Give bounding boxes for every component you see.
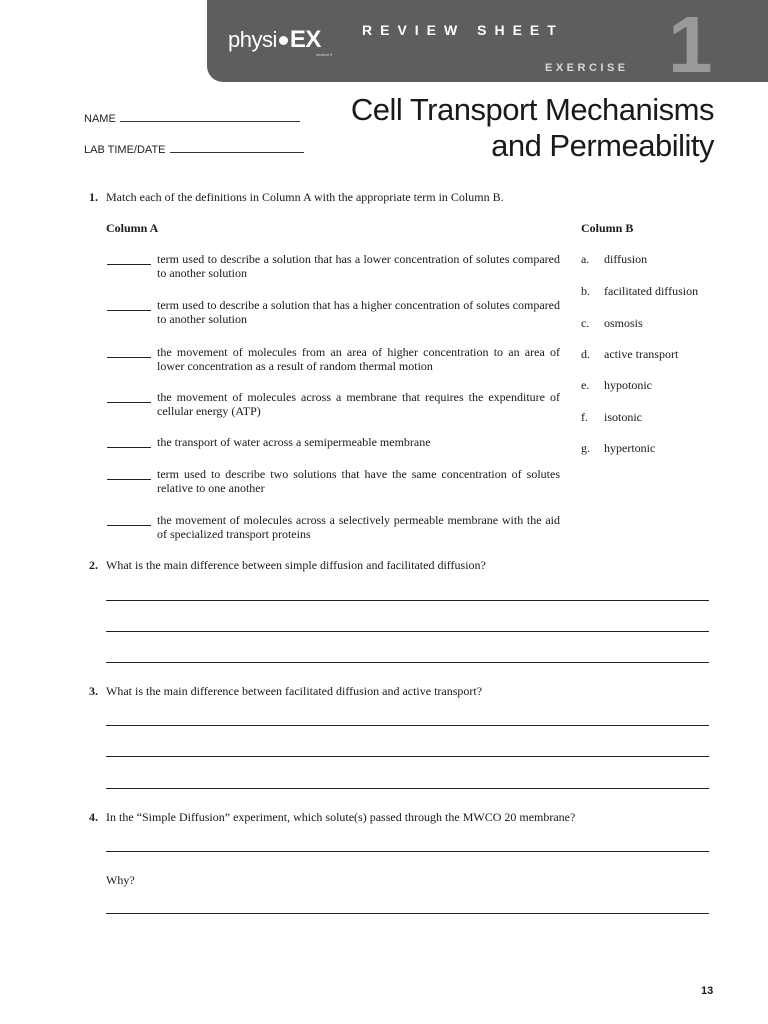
term-text: hypertonic: [604, 441, 656, 455]
q1-number: 1.: [89, 190, 98, 204]
q3-number: 3.: [89, 684, 98, 698]
q4-why-label: Why?: [106, 873, 135, 887]
q2-number: 2.: [89, 558, 98, 572]
name-label: NAME: [84, 113, 116, 125]
answer-line[interactable]: [106, 851, 709, 852]
labtime-blank[interactable]: [170, 143, 304, 153]
q3-text: What is the main difference between facilitated diffusion and active transport?: [106, 684, 483, 698]
column-a-header: Column A: [106, 221, 159, 235]
term-letter: d.: [581, 347, 590, 361]
name-blank[interactable]: [120, 112, 300, 122]
term-item: [581, 410, 642, 425]
title-line-2: and Permeability: [491, 128, 714, 163]
term-text: osmosis: [604, 316, 643, 330]
definition-text: the movement of molecules across a selectively permeable membrane with the aid of specialized transport proteins: [157, 513, 560, 541]
name-field[interactable]: [84, 112, 300, 125]
term-letter: a.: [581, 252, 590, 266]
definition-text: term used to describe a solution that has a higher concentration of solutes compared to another solution: [157, 298, 560, 326]
q1-text: Match each of the definitions in Column A with the appropriate term in Column B.: [106, 190, 504, 204]
answer-blank[interactable]: [107, 447, 151, 448]
logo-ex-text: EX: [289, 26, 321, 53]
definition-text: the transport of water across a semipermeable membrane: [157, 435, 431, 449]
term-item: [581, 316, 643, 331]
page-number: 13: [701, 985, 714, 997]
answer-line[interactable]: [106, 631, 709, 632]
answer-line[interactable]: [106, 788, 709, 789]
definition-text: term used to describe two solutions that have the same concentration of solutes relative to one another: [157, 467, 560, 495]
term-letter: b.: [581, 284, 590, 298]
term-letter: g.: [581, 441, 590, 455]
term-item: [581, 441, 655, 456]
term-text: hypotonic: [604, 378, 652, 392]
term-letter: c.: [581, 316, 590, 330]
answer-blank[interactable]: [107, 479, 151, 480]
answer-blank[interactable]: [107, 525, 151, 526]
answer-line[interactable]: [106, 756, 709, 757]
review-sheet-title: REVIEW SHEET: [362, 22, 564, 38]
q4-number: 4.: [89, 810, 98, 824]
answer-blank[interactable]: [107, 310, 151, 311]
answer-line[interactable]: [106, 662, 709, 663]
term-item: [581, 347, 678, 362]
term-text: isotonic: [604, 410, 642, 424]
answer-blank[interactable]: [107, 402, 151, 403]
definition-text: term used to describe a solution that has a lower concentration of solutes compared to another solution: [157, 252, 560, 280]
logo-dot-icon: [279, 36, 288, 45]
page-title: [351, 92, 714, 164]
logo-version-text: version 9: [316, 52, 333, 57]
labtime-field[interactable]: [84, 143, 304, 156]
definition-text: the movement of molecules from an area of higher concentration to an area of lower concentration as a result of random thermal motion: [157, 345, 560, 373]
answer-line[interactable]: [106, 600, 709, 601]
term-text: facilitated diffusion: [604, 284, 699, 298]
term-letter: f.: [581, 410, 588, 424]
term-text: active transport: [604, 347, 679, 361]
definition-text: the movement of molecules across a membrane that requires the expenditure of cellular energy (ATP): [157, 390, 560, 418]
answer-line[interactable]: [106, 725, 709, 726]
logo-main-text: physi: [228, 27, 277, 52]
labtime-label: LAB TIME/DATE: [84, 144, 166, 156]
q2-text: What is the main difference between simple diffusion and facilitated diffusion?: [106, 558, 486, 572]
exercise-label: EXERCISE: [545, 62, 629, 74]
title-line-1: Cell Transport Mechanisms: [350, 92, 714, 127]
term-letter: e.: [581, 378, 590, 392]
term-text: diffusion: [604, 252, 648, 266]
term-item: [581, 284, 698, 299]
exercise-number: 1: [668, 0, 713, 89]
answer-blank[interactable]: [107, 357, 151, 358]
column-b-header: Column B: [581, 221, 634, 235]
physioex-logo: [228, 26, 321, 54]
term-item: [581, 378, 652, 393]
answer-blank[interactable]: [107, 264, 151, 265]
q4-text: In the “Simple Diffusion” experiment, which solute(s) passed through the MWCO 20 membrane?: [106, 810, 576, 824]
term-item: [581, 252, 647, 267]
answer-line[interactable]: [106, 913, 709, 914]
